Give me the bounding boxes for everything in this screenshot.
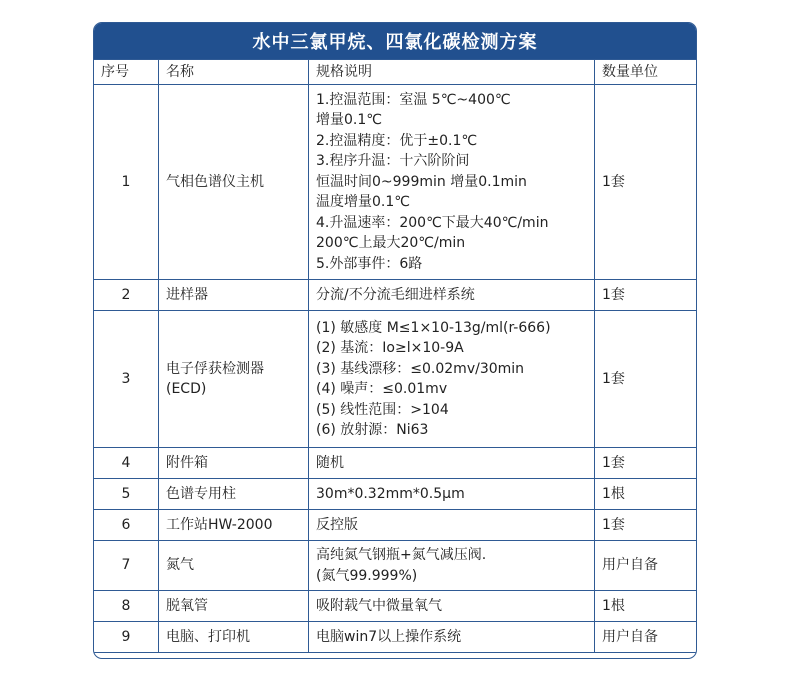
spec-line: 5.外部事件：6路 xyxy=(316,255,423,272)
header-row xyxy=(94,60,698,85)
item-name-line: 进样器 xyxy=(166,286,208,303)
spec-line: 200℃上最大20℃/min xyxy=(316,235,466,252)
row-number: 4 xyxy=(94,448,159,479)
row-number: 3 xyxy=(94,311,159,448)
item-quantity: 用户自备 xyxy=(595,622,698,653)
item-quantity: 1套 xyxy=(595,510,698,541)
spec-line: (6) 放射源：Ni63 xyxy=(316,422,429,438)
row-number: 2 xyxy=(94,280,159,311)
item-quantity: 1套 xyxy=(595,85,698,280)
spec-line: 吸附载气中微量氧气 xyxy=(316,597,442,614)
table-row xyxy=(94,622,698,653)
table-title: 水中三氯甲烷、四氯化碳检测方案 xyxy=(94,23,696,59)
spec-line: 30m*0.32mm*0.5μm xyxy=(316,485,465,502)
item-name xyxy=(159,479,309,510)
item-spec xyxy=(309,280,595,311)
item-name-line: 附件箱 xyxy=(166,454,208,471)
item-spec xyxy=(309,541,595,591)
item-name xyxy=(159,622,309,653)
row-number: 8 xyxy=(94,591,159,622)
spec-line: (3) 基线漂移：≤0.02mv/30min xyxy=(316,360,525,377)
spec-line: 3.程序升温：十六阶阶间 xyxy=(316,153,470,170)
item-name xyxy=(159,541,309,591)
item-quantity: 1套 xyxy=(595,311,698,448)
header-spec: 规格说明 xyxy=(309,60,595,85)
header-qty: 数量单位 xyxy=(595,60,698,85)
item-name-line: 脱氧管 xyxy=(166,597,208,614)
table-row xyxy=(94,510,698,541)
spec-line: (2) 基流：Io≥l×10-9A xyxy=(316,340,464,356)
table-body xyxy=(94,85,698,653)
spec-line: 电脑win7以上操作系统 xyxy=(316,628,462,645)
spec-line: 高纯氮气钢瓶+氮气减压阀. xyxy=(316,547,487,563)
item-name-line: 工作站HW-2000 xyxy=(166,516,273,533)
row-number: 9 xyxy=(94,622,159,653)
item-spec xyxy=(309,510,595,541)
item-name-line: 电脑、打印机 xyxy=(166,628,250,645)
row-number: 1 xyxy=(94,85,159,280)
spec-line: 分流/不分流毛细进样系统 xyxy=(316,286,475,303)
spec-line: 1.控温范围：室温 5℃~400℃ xyxy=(316,91,511,108)
spec-line: (5) 线性范围：>104 xyxy=(316,401,449,418)
spec-table-card xyxy=(93,22,697,659)
item-name xyxy=(159,311,309,448)
table-row xyxy=(94,541,698,591)
spec-line: (4) 噪声：≤0.01mv xyxy=(316,381,448,397)
item-quantity: 1套 xyxy=(595,280,698,311)
spec-line: 反控版 xyxy=(316,516,358,533)
spec-table xyxy=(93,59,697,653)
row-number: 5 xyxy=(94,479,159,510)
item-name-line: 氮气 xyxy=(166,557,194,574)
table-row xyxy=(94,479,698,510)
item-quantity: 1套 xyxy=(595,448,698,479)
spec-line: (氮气99.999%) xyxy=(316,567,418,584)
item-name-line: 电子俘获检测器 xyxy=(166,360,264,377)
item-name-line: (ECD) xyxy=(166,381,207,397)
header-no: 序号 xyxy=(94,60,159,85)
item-name xyxy=(159,448,309,479)
spec-line: 2.控温精度：优于±0.1℃ xyxy=(316,132,478,149)
item-name xyxy=(159,280,309,311)
item-quantity: 1根 xyxy=(595,591,698,622)
item-name xyxy=(159,85,309,280)
row-number: 7 xyxy=(94,541,159,591)
table-row xyxy=(94,311,698,448)
item-name xyxy=(159,510,309,541)
item-spec xyxy=(309,448,595,479)
item-spec xyxy=(309,311,595,448)
item-spec xyxy=(309,85,595,280)
spec-line: 随机 xyxy=(316,454,344,471)
item-quantity: 1根 xyxy=(595,479,698,510)
table-row xyxy=(94,448,698,479)
spec-line: (1) 敏感度 M≤1×10-13g/ml(r-666) xyxy=(316,319,551,336)
table-row xyxy=(94,85,698,280)
spec-line: 增量0.1℃ xyxy=(316,112,382,129)
item-spec xyxy=(309,622,595,653)
header-name: 名称 xyxy=(159,60,309,85)
item-name-line: 气相色谱仪主机 xyxy=(166,173,264,190)
item-name-line: 色谱专用柱 xyxy=(166,485,236,502)
spec-line: 温度增量0.1℃ xyxy=(316,194,410,211)
spec-line: 4.升温速率：200℃下最大40℃/min xyxy=(316,214,549,231)
item-spec xyxy=(309,479,595,510)
item-spec xyxy=(309,591,595,622)
item-quantity: 用户自备 xyxy=(595,541,698,591)
table-row xyxy=(94,280,698,311)
table-row xyxy=(94,591,698,622)
row-number: 6 xyxy=(94,510,159,541)
item-name xyxy=(159,591,309,622)
spec-line: 恒温时间0~999min 增量0.1min xyxy=(316,173,527,190)
